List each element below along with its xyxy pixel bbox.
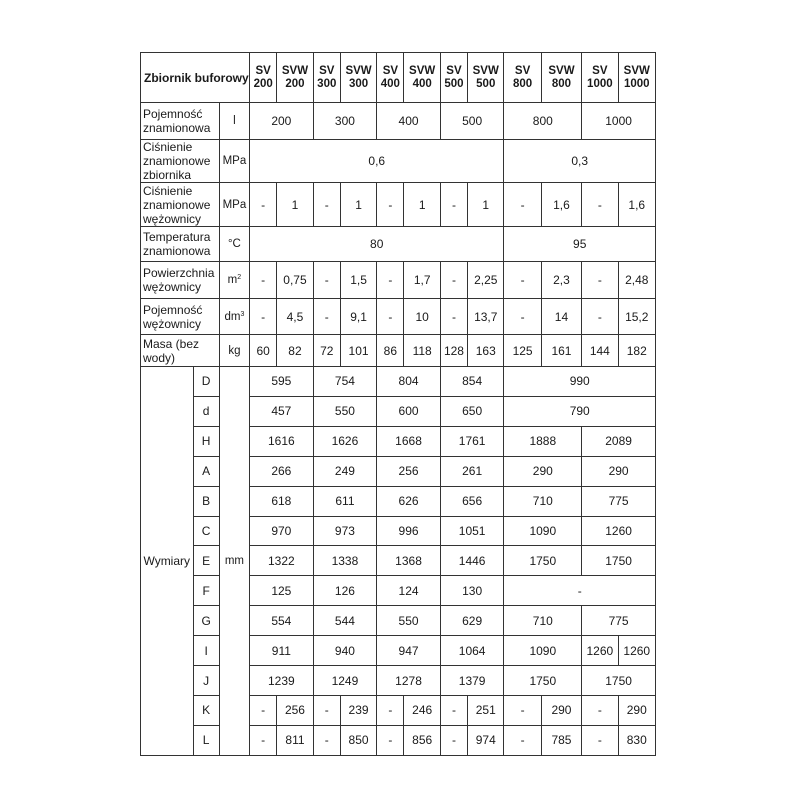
value-cell: 1616	[250, 426, 314, 456]
model-series: SV	[592, 64, 608, 77]
model-header	[618, 53, 655, 103]
value-cell: 800	[504, 103, 582, 140]
param-unit: $m^2$	[219, 262, 249, 299]
value-cell: 163	[468, 335, 504, 367]
value-cell: 95	[504, 227, 656, 262]
value-cell: -	[582, 183, 618, 227]
model-volume: 200	[285, 77, 305, 90]
value-cell: 1,6	[541, 183, 581, 227]
dimension-row	[141, 516, 656, 546]
param-unit: MPa	[219, 140, 249, 183]
value-cell: 2,3	[541, 262, 581, 299]
value-cell: 246	[404, 695, 440, 725]
dimension-symbol: H	[193, 426, 219, 456]
model-volume: 500	[476, 77, 496, 90]
value-cell: -	[313, 725, 340, 755]
value-cell: 940	[313, 636, 377, 666]
value-cell: -	[440, 299, 467, 335]
param-row	[141, 103, 656, 140]
value-cell: -	[377, 183, 404, 227]
dimension-symbol: E	[193, 546, 219, 576]
value-cell: 2,25	[468, 262, 504, 299]
value-cell: 970	[250, 516, 314, 546]
model-volume: 800	[551, 77, 572, 90]
param-unit: $dm^3$	[219, 299, 249, 335]
value-cell: 256	[277, 695, 313, 725]
dimension-row	[141, 396, 656, 426]
value-cell: 101	[340, 335, 376, 367]
dimension-row	[141, 725, 656, 755]
param-label: Ciśnienie znamionowe wężownicy	[141, 183, 220, 227]
value-cell: -	[440, 695, 467, 725]
value-cell: 1322	[250, 546, 314, 576]
value-cell: 1239	[250, 666, 314, 696]
model-header	[468, 53, 504, 103]
value-cell: 290	[618, 695, 655, 725]
value-cell: 261	[440, 456, 504, 486]
dimensions-label: Wymiary	[141, 367, 194, 756]
model-header	[404, 53, 440, 103]
value-cell: 80	[250, 227, 504, 262]
value-cell: 72	[313, 335, 340, 367]
value-cell: 290	[582, 456, 656, 486]
param-label: Powierzchnia wężownicy	[141, 262, 220, 299]
model-header	[582, 53, 618, 103]
dimension-row	[141, 367, 656, 397]
model-series: SVW	[472, 64, 499, 77]
value-cell: -	[582, 262, 618, 299]
value-cell: 2,48	[618, 262, 655, 299]
value-cell: -	[440, 183, 467, 227]
dimension-row	[141, 666, 656, 696]
value-cell: 13,7	[468, 299, 504, 335]
model-series: SV	[255, 64, 271, 77]
model-header	[340, 53, 376, 103]
value-cell: 1761	[440, 426, 504, 456]
value-cell: 1090	[504, 516, 582, 546]
param-unit: kg	[219, 335, 249, 367]
value-cell: 1260	[618, 636, 655, 666]
value-cell: 710	[504, 606, 582, 636]
dimension-row	[141, 546, 656, 576]
dimension-row	[141, 426, 656, 456]
value-cell: 130	[440, 576, 504, 606]
value-cell: 611	[313, 486, 377, 516]
dimension-row	[141, 456, 656, 486]
value-cell: 126	[313, 576, 377, 606]
value-cell: 182	[618, 335, 655, 367]
value-cell: -	[504, 262, 541, 299]
value-cell: 785	[541, 725, 581, 755]
model-header	[277, 53, 313, 103]
value-cell: 1278	[377, 666, 441, 696]
value-cell: 854	[440, 367, 504, 397]
value-cell: 629	[440, 606, 504, 636]
value-cell: 710	[504, 486, 582, 516]
param-row	[141, 299, 656, 335]
value-cell: 0,6	[250, 140, 504, 183]
value-cell: 118	[404, 335, 440, 367]
dimension-symbol: I	[193, 636, 219, 666]
dimension-symbol: B	[193, 486, 219, 516]
value-cell: -	[582, 725, 618, 755]
value-cell: -	[377, 262, 404, 299]
param-row	[141, 183, 656, 227]
value-cell: 256	[377, 456, 441, 486]
value-cell: 1	[468, 183, 504, 227]
value-cell: 125	[504, 335, 541, 367]
value-cell: 1090	[504, 636, 582, 666]
value-cell: 1446	[440, 546, 504, 576]
value-cell: 600	[377, 396, 441, 426]
value-cell: 200	[250, 103, 314, 140]
value-cell: -	[250, 299, 277, 335]
value-cell: 251	[468, 695, 504, 725]
value-cell: 290	[504, 456, 582, 486]
value-cell: 124	[377, 576, 441, 606]
value-cell: -	[313, 183, 340, 227]
dimension-row	[141, 486, 656, 516]
value-cell: 790	[504, 396, 656, 426]
value-cell: 1249	[313, 666, 377, 696]
header-row	[141, 53, 656, 103]
param-unit: MPa	[219, 183, 249, 227]
unit-exponent: 2	[237, 274, 242, 281]
value-cell: 1750	[582, 546, 656, 576]
value-cell: 1379	[440, 666, 504, 696]
value-cell: 626	[377, 486, 441, 516]
dimension-symbol: J	[193, 666, 219, 696]
value-cell: -	[504, 576, 656, 606]
model-volume: 400	[380, 77, 400, 90]
value-cell: -	[377, 725, 404, 755]
model-series: SV	[514, 64, 531, 77]
dimension-symbol: F	[193, 576, 219, 606]
value-cell: 1064	[440, 636, 504, 666]
value-cell: 249	[313, 456, 377, 486]
value-cell: 1750	[504, 666, 582, 696]
value-cell: 1,5	[340, 262, 376, 299]
value-cell: -	[250, 262, 277, 299]
value-cell: 1750	[504, 546, 582, 576]
value-cell: -	[504, 725, 541, 755]
value-cell: 990	[504, 367, 656, 397]
value-cell: 4,5	[277, 299, 313, 335]
model-volume: 800	[513, 77, 533, 90]
value-cell: 804	[377, 367, 441, 397]
param-unit: °C	[219, 227, 249, 262]
model-volume: 300	[348, 77, 369, 90]
value-cell: -	[250, 725, 277, 755]
value-cell: 544	[313, 606, 377, 636]
param-label: Pojemność znamionowa	[141, 103, 220, 140]
header-title: Zbiornik buforowy	[141, 53, 250, 103]
dimension-row	[141, 636, 656, 666]
value-cell: 161	[541, 335, 581, 367]
value-cell: 457	[250, 396, 314, 426]
model-series: SVW	[281, 64, 309, 77]
value-cell: 550	[313, 396, 377, 426]
value-cell: 1,6	[618, 183, 655, 227]
value-cell: -	[504, 299, 541, 335]
value-cell: 856	[404, 725, 440, 755]
value-cell: 1	[277, 183, 313, 227]
value-cell: 656	[440, 486, 504, 516]
value-cell: 947	[377, 636, 441, 666]
model-volume: 1000	[587, 77, 613, 90]
value-cell: 500	[440, 103, 504, 140]
value-cell: 775	[582, 486, 656, 516]
value-cell: 1	[404, 183, 440, 227]
dimension-row	[141, 695, 656, 725]
model-header	[440, 53, 467, 103]
value-cell: 15,2	[618, 299, 655, 335]
value-cell: 1051	[440, 516, 504, 546]
dimension-symbol: L	[193, 725, 219, 755]
dimension-row	[141, 606, 656, 636]
model-volume: 400	[412, 77, 432, 90]
param-row	[141, 262, 656, 299]
value-cell: 1888	[504, 426, 582, 456]
value-cell: 1338	[313, 546, 377, 576]
model-series: SVW	[409, 64, 436, 77]
dimension-symbol: A	[193, 456, 219, 486]
value-cell: 300	[313, 103, 377, 140]
value-cell: -	[440, 262, 467, 299]
value-cell: 974	[468, 725, 504, 755]
dimension-symbol: D	[193, 367, 219, 397]
value-cell: 811	[277, 725, 313, 755]
dimension-symbol: d	[193, 396, 219, 426]
param-label: Masa (bez wody)	[141, 335, 220, 367]
model-series: SVW	[345, 64, 372, 77]
unit-exponent: 3	[240, 310, 245, 318]
model-volume: 200	[253, 77, 273, 90]
value-cell: 86	[377, 335, 404, 367]
dimension-symbol: K	[193, 695, 219, 725]
value-cell: -	[313, 262, 340, 299]
model-series: SVW	[548, 64, 575, 77]
value-cell: 9,1	[340, 299, 376, 335]
model-series: SV	[446, 64, 462, 77]
value-cell: 996	[377, 516, 441, 546]
value-cell: 1260	[582, 516, 656, 546]
dimensions-unit: mm	[219, 367, 249, 756]
value-cell: 239	[340, 695, 376, 725]
value-cell: 550	[377, 606, 441, 636]
value-cell: -	[377, 695, 404, 725]
value-cell: 754	[313, 367, 377, 397]
value-cell: 1000	[582, 103, 656, 140]
param-unit: l	[219, 103, 249, 140]
dimension-symbol: C	[193, 516, 219, 546]
param-row	[141, 335, 656, 367]
value-cell: 14	[541, 299, 581, 335]
model-header	[313, 53, 340, 103]
value-cell: 82	[277, 335, 313, 367]
value-cell: 595	[250, 367, 314, 397]
value-cell: 144	[582, 335, 618, 367]
param-label: Pojemność wężownicy	[141, 299, 220, 335]
value-cell: -	[504, 695, 541, 725]
model-series: SVW	[623, 64, 650, 77]
spec-table	[140, 52, 656, 756]
value-cell: 125	[250, 576, 314, 606]
value-cell: 1,7	[404, 262, 440, 299]
model-volume: 300	[317, 77, 337, 90]
value-cell: 10	[404, 299, 440, 335]
param-label: Ciśnienie znamionowe zbiornika	[141, 140, 220, 183]
model-header	[504, 53, 541, 103]
param-row	[141, 227, 656, 262]
value-cell: 266	[250, 456, 314, 486]
value-cell: 554	[250, 606, 314, 636]
model-series: SV	[319, 64, 335, 77]
value-cell: -	[504, 183, 541, 227]
value-cell: -	[582, 695, 618, 725]
value-cell: 775	[582, 606, 656, 636]
value-cell: 1668	[377, 426, 441, 456]
param-label: Temperatura znamionowa	[141, 227, 220, 262]
value-cell: 1368	[377, 546, 441, 576]
model-header	[250, 53, 277, 103]
value-cell: -	[582, 299, 618, 335]
value-cell: 850	[340, 725, 376, 755]
value-cell: -	[313, 299, 340, 335]
value-cell: -	[440, 725, 467, 755]
value-cell: 911	[250, 636, 314, 666]
value-cell: 0,75	[277, 262, 313, 299]
value-cell: 650	[440, 396, 504, 426]
dimension-row	[141, 576, 656, 606]
value-cell: 290	[541, 695, 581, 725]
value-cell: 1	[340, 183, 376, 227]
value-cell: 0,3	[504, 140, 656, 183]
value-cell: 1750	[582, 666, 656, 696]
value-cell: 830	[618, 725, 655, 755]
value-cell: 60	[250, 335, 277, 367]
param-row	[141, 140, 656, 183]
value-cell: 1626	[313, 426, 377, 456]
value-cell: 400	[377, 103, 441, 140]
model-header	[377, 53, 404, 103]
value-cell: 2089	[582, 426, 656, 456]
value-cell: -	[250, 183, 277, 227]
model-volume: 1000	[623, 77, 650, 90]
value-cell: 128	[440, 335, 467, 367]
dimension-symbol: G	[193, 606, 219, 636]
value-cell: 1260	[582, 636, 618, 666]
model-volume: 500	[444, 77, 464, 90]
model-header	[541, 53, 581, 103]
model-series: SV	[382, 64, 399, 77]
value-cell: -	[377, 299, 404, 335]
value-cell: 973	[313, 516, 377, 546]
value-cell: -	[250, 695, 277, 725]
value-cell: 618	[250, 486, 314, 516]
value-cell: -	[313, 695, 340, 725]
